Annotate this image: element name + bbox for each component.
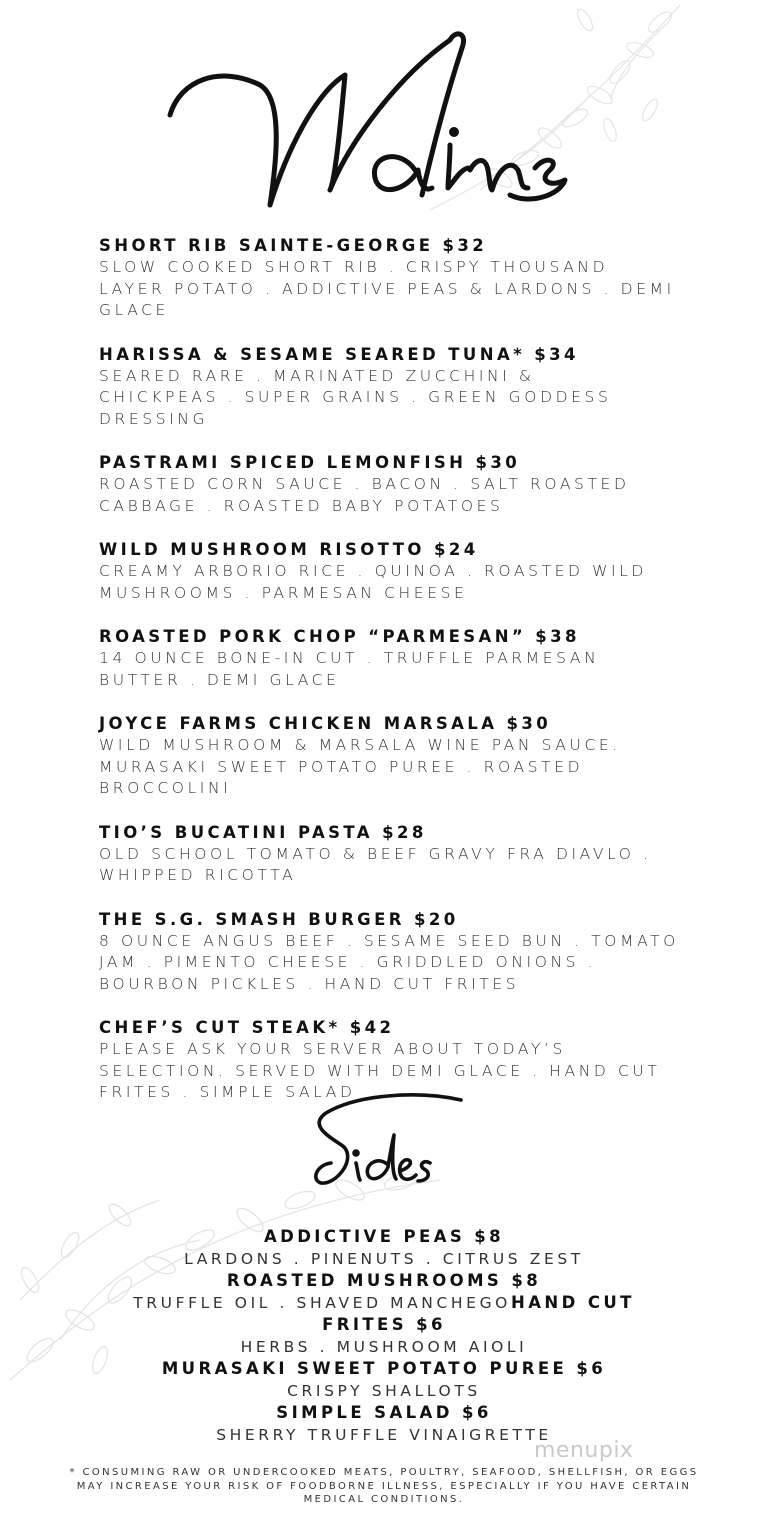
item-description: OLD SCHOOL TOMATO & BEEF GRAVY FRA DIAVLO . WHIPPED RICOTTA bbox=[99, 844, 652, 884]
list-item bbox=[99, 235, 699, 322]
sides-script-title bbox=[296, 1085, 466, 1195]
item-description: PLEASE ASK YOUR SERVER ABOUT TODAY’S SELECTION. SERVED WITH DEMI GLACE . HAND CUT FRITES . SIMPLE SALAD bbox=[99, 1040, 661, 1101]
list-item bbox=[99, 626, 699, 691]
menupix-watermark: menupix bbox=[534, 1438, 634, 1463]
item-description: 14 OUNCE BONE-IN CUT . TRUFFLE PARMESAN BUTTER . DEMI GLACE bbox=[99, 649, 600, 689]
side-name: ROASTED MUSHROOMS $8 bbox=[226, 1271, 542, 1290]
side-description: CRISPY SHALLOTS bbox=[287, 1382, 481, 1400]
item-description: SLOW COOKED SHORT RIB . CRISPY THOUSAND LAYER POTATO . ADDICTIVE PEAS & LARDONS . DEMI GLACE bbox=[99, 258, 675, 319]
side-name: MURASAKI SWEET POTATO PUREE $6 bbox=[161, 1359, 607, 1378]
list-item bbox=[99, 539, 699, 604]
item-name: ROASTED PORK CHOP “PARMESAN” $38 bbox=[99, 627, 580, 646]
list-item bbox=[99, 344, 699, 431]
list-item bbox=[99, 713, 699, 800]
item-name: TIO’S BUCATINI PASTA $28 bbox=[99, 822, 427, 842]
item-description: WILD MUSHROOM & MARSALA WINE PAN SAUCE. MURASAKI SWEET POTATO PUREE . ROASTED BROCCOLINI bbox=[99, 736, 621, 797]
side-description: LARDONS . PINENUTS . CITRUS ZEST bbox=[184, 1250, 584, 1268]
mains-script-title bbox=[150, 20, 570, 235]
side-description: HERBS . MUSHROOM AIOLI bbox=[240, 1338, 528, 1356]
side-name: FRITES $6 bbox=[322, 1315, 446, 1334]
mains-list bbox=[99, 235, 699, 1104]
list-item bbox=[99, 909, 699, 996]
item-name: JOYCE FARMS CHICKEN MARSALA $30 bbox=[99, 714, 552, 733]
item-description: CREAMY ARBORIO RICE . QUINOA . ROASTED WILD MUSHROOMS . PARMESAN CHEESE bbox=[99, 562, 647, 602]
sides-list bbox=[60, 1226, 708, 1446]
side-name: ADDICTIVE PEAS $8 bbox=[263, 1227, 505, 1246]
item-name: PASTRAMI SPICED LEMONFISH $30 bbox=[99, 453, 521, 472]
item-description: SEARED RARE . MARINATED ZUCCHINI & CHICKPEAS . SUPER GRAINS . GREEN GODDESS DRESSING bbox=[99, 366, 612, 428]
list-item bbox=[99, 822, 699, 887]
item-name: HARISSA & SESAME SEARED TUNA* $34 bbox=[99, 344, 579, 364]
item-name: THE S.G. SMASH BURGER $20 bbox=[99, 909, 459, 929]
side-name: SIMPLE SALAD $6 bbox=[276, 1403, 492, 1422]
list-item bbox=[99, 452, 699, 517]
item-name: WILD MUSHROOM RISOTTO $24 bbox=[99, 540, 479, 559]
item-name: SHORT RIB SAINTE-GEORGE $32 bbox=[99, 236, 488, 255]
side-name: HAND CUT bbox=[510, 1293, 635, 1312]
side-row-mixed bbox=[60, 1292, 708, 1314]
item-name: CHEF’S CUT STEAK* $42 bbox=[99, 1018, 395, 1037]
footnote: * CONSUMING RAW OR UNDERCOOKED MEATS, POULTRY, SEAFOOD, SHELLFISH, OR EGGS MAY INCREASE YOUR RISK OF FOODBORNE ILLNESS, ESPECIALLY IF YOU HAVE CERTAIN MEDICAL CONDITIONS. bbox=[69, 1467, 699, 1505]
side-description: TRUFFLE OIL . SHAVED MANCHEGO bbox=[133, 1294, 511, 1312]
side-description: SHERRY TRUFFLE VINAIGRETTE bbox=[216, 1426, 552, 1444]
item-description: ROASTED CORN SAUCE . BACON . SALT ROASTED CABBAGE . ROASTED BABY POTATOES bbox=[99, 475, 630, 515]
item-description: 8 OUNCE ANGUS BEEF . SESAME SEED BUN . TOMATO JAM . PIMENTO CHEESE . GRIDDLED ONIONS . BOURBON PICKLES . HAND CUT FRITES bbox=[99, 931, 679, 993]
